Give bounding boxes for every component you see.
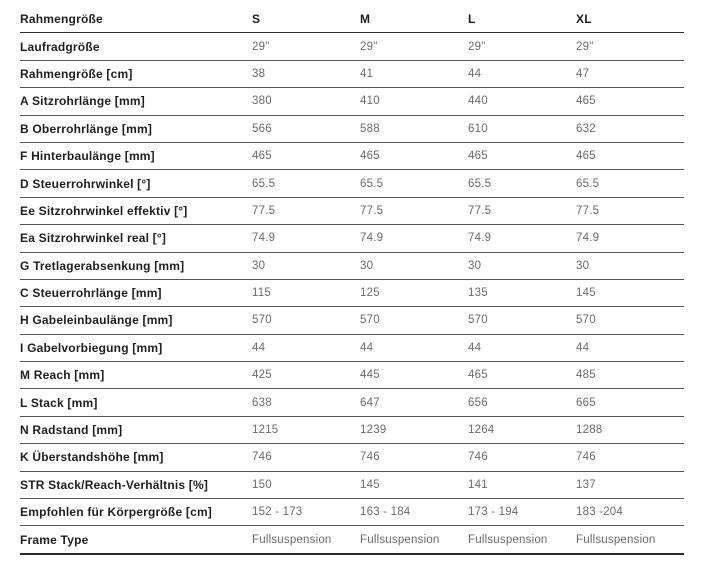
row-value: 77.5 (360, 204, 384, 217)
table-row (20, 499, 684, 526)
row-label: A Sitzrohrlänge [mm] (20, 94, 145, 109)
row-value: Fullsuspension (360, 533, 440, 546)
row-label: B Oberrohrlänge [mm] (20, 121, 153, 136)
table-row (20, 116, 684, 143)
row-label: D Steuerrohrwinkel [°] (20, 176, 151, 191)
row-label: Rahmengröße [cm] (20, 66, 133, 81)
row-value: 465 (252, 150, 272, 163)
row-value: 74.9 (360, 232, 384, 245)
table-row (20, 225, 684, 252)
row-value: 465 (576, 150, 596, 163)
header-size-xl: XL (576, 12, 592, 27)
row-value: 29" (468, 40, 486, 53)
row-value: 77.5 (468, 204, 492, 217)
row-label: Laufradgröße (20, 39, 100, 54)
row-value: 74.9 (468, 232, 492, 245)
table-row (20, 280, 684, 307)
table-row (20, 307, 684, 334)
row-value: 77.5 (252, 204, 276, 217)
row-value: 163 - 184 (360, 506, 411, 519)
row-value: 30 (360, 259, 374, 272)
table-row (20, 362, 684, 389)
table-row (20, 526, 684, 554)
row-value: 77.5 (576, 204, 600, 217)
table-row (20, 472, 684, 499)
row-value: 445 (360, 369, 380, 382)
row-value: 570 (252, 314, 272, 327)
header-size-m: M (360, 12, 371, 27)
row-value: 44 (360, 341, 374, 354)
row-value: 65.5 (252, 177, 276, 190)
row-value: 465 (360, 150, 380, 163)
row-value: Fullsuspension (252, 533, 332, 546)
row-value: 665 (576, 396, 596, 409)
table-header-row (20, 6, 684, 33)
row-label: L Stack [mm] (20, 395, 98, 410)
row-label: I Gabelvorbiegung [mm] (20, 340, 163, 355)
table-row (20, 61, 684, 88)
table-row (20, 88, 684, 115)
row-value: 44 (468, 67, 482, 80)
row-value: 588 (360, 122, 380, 135)
row-value: 137 (576, 478, 596, 491)
row-label: H Gabeleinbaulänge [mm] (20, 313, 173, 328)
row-value: 632 (576, 122, 596, 135)
row-value: 30 (468, 259, 482, 272)
geometry-table (20, 6, 684, 555)
row-value: 65.5 (576, 177, 600, 190)
row-value: 125 (360, 287, 380, 300)
row-value: 74.9 (576, 232, 600, 245)
row-value: 65.5 (468, 177, 492, 190)
row-value: 47 (576, 67, 590, 80)
row-value: 746 (252, 451, 272, 464)
table-row (20, 389, 684, 416)
row-label: K Überstandshöhe [mm] (20, 450, 164, 465)
row-value: 410 (360, 95, 380, 108)
row-label: Frame Type (20, 532, 89, 547)
row-value: 145 (576, 287, 596, 300)
row-value: 141 (468, 478, 488, 491)
row-value: 30 (252, 259, 266, 272)
row-value: 38 (252, 67, 266, 80)
row-value: 638 (252, 396, 272, 409)
row-value: 570 (576, 314, 596, 327)
row-value: 485 (576, 369, 596, 382)
row-value: 44 (576, 341, 590, 354)
row-value: 746 (360, 451, 380, 464)
header-label: Rahmengröße (20, 12, 103, 27)
row-label: Ea Sitzrohrwinkel real [°] (20, 231, 167, 246)
row-label: M Reach [mm] (20, 368, 105, 383)
row-value: 152 - 173 (252, 506, 303, 519)
row-value: 465 (468, 150, 488, 163)
row-label: Ee Sitzrohrwinkel effektiv [°] (20, 203, 188, 218)
row-value: 570 (468, 314, 488, 327)
row-value: 41 (360, 67, 374, 80)
row-value: 183 -204 (576, 506, 623, 519)
row-label: G Tretlagerabsenkung [mm] (20, 258, 185, 273)
row-value: 44 (468, 341, 482, 354)
row-value: 1239 (360, 424, 387, 437)
row-value: 465 (576, 95, 596, 108)
row-value: 30 (576, 259, 590, 272)
row-value: 746 (576, 451, 596, 464)
row-value: 610 (468, 122, 488, 135)
header-size-s: S (252, 12, 261, 27)
row-value: 647 (360, 396, 380, 409)
row-value: 1215 (252, 424, 279, 437)
row-value: Fullsuspension (576, 533, 656, 546)
table-row (20, 444, 684, 471)
row-value: 65.5 (360, 177, 384, 190)
row-value: 425 (252, 369, 272, 382)
row-label: N Radstand [mm] (20, 423, 123, 438)
table-row (20, 417, 684, 444)
row-value: 566 (252, 122, 272, 135)
row-value: 44 (252, 341, 266, 354)
row-label: F Hinterbaulänge [mm] (20, 149, 155, 164)
row-value: 380 (252, 95, 272, 108)
row-value: 746 (468, 451, 488, 464)
row-value: 570 (360, 314, 380, 327)
row-value: Fullsuspension (468, 533, 548, 546)
row-value: 29" (252, 40, 270, 53)
table-row (20, 335, 684, 362)
row-value: 145 (360, 478, 380, 491)
row-value: 1288 (576, 424, 603, 437)
row-value: 656 (468, 396, 488, 409)
table-row (20, 143, 684, 170)
row-value: 465 (468, 369, 488, 382)
row-value: 150 (252, 478, 272, 491)
table-row (20, 33, 684, 60)
row-value: 115 (252, 287, 271, 300)
row-label: Empfohlen für Körpergröße [cm] (20, 505, 213, 520)
table-row (20, 170, 684, 197)
row-label: STR Stack/Reach-Verhältnis [%] (20, 477, 209, 492)
row-value: 1264 (468, 424, 495, 437)
row-value: 29" (576, 40, 594, 53)
row-value: 440 (468, 95, 488, 108)
row-value: 29" (360, 40, 378, 53)
row-label: C Steuerrohrlänge [mm] (20, 286, 162, 301)
table-row (20, 253, 684, 280)
header-size-l: L (468, 12, 476, 27)
row-value: 74.9 (252, 232, 276, 245)
row-value: 173 - 194 (468, 506, 519, 519)
row-value: 135 (468, 287, 488, 300)
table-row (20, 198, 684, 225)
